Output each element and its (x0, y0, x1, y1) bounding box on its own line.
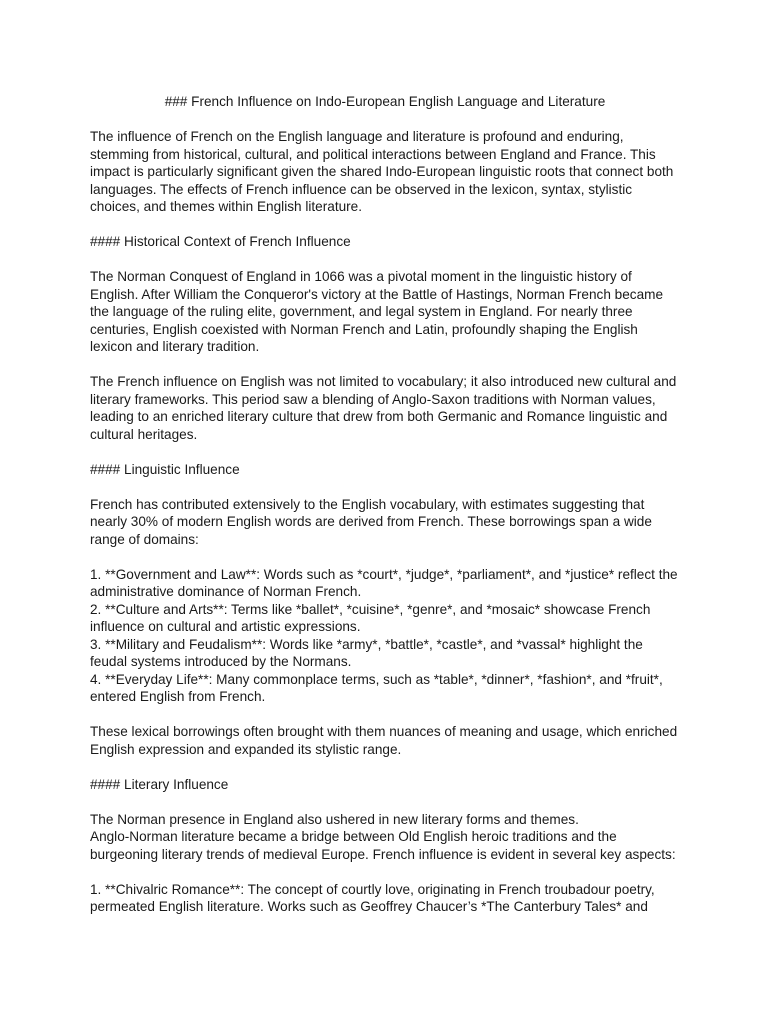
document-body (90, 93, 680, 916)
literary-paragraph-1 (90, 811, 680, 864)
section-heading-linguistic: #### Linguistic Influence (90, 461, 240, 477)
literary-paragraph-1-line-a: The Norman presence in England also ushered in new literary forms and themes. (90, 811, 579, 827)
linguistic-list (90, 566, 680, 706)
list-item: 1. **Government and Law**: Words such as *court*, *judge*, *parliament*, and *justice* reflect the administrative dominance of Norman French. (90, 566, 678, 599)
linguistic-paragraph-2: These lexical borrowings often brought with them nuances of meaning and usage, which enriched English expression and expanded its stylistic range. (90, 724, 678, 757)
literary-paragraph-1-line-b: Anglo-Norman literature became a bridge between Old English heroic traditions and the burgeoning literary trends of medieval Europe. French influence is evident in several key aspects: (90, 829, 676, 862)
list-item: 1. **Chivalric Romance**: The concept of courtly love, originating in French troubadour poetry, permeated English literature. Works such as Geoffrey Chaucer’s *The Canterbury Tales* and (90, 881, 655, 914)
literary-list (90, 881, 680, 916)
list-item: 3. **Military and Feudalism**: Words like *army*, *battle*, *castle*, and *vassal* highlight the feudal systems introduced by the Normans. (90, 636, 643, 669)
historical-paragraph-2: The French influence on English was not limited to vocabulary; it also introduced new cultural and literary frameworks. This period saw a blending of Anglo-Saxon traditions with Norman values, leading to an enriched literary culture that drew from both Germanic and Romance linguistic and cultural heritages. (90, 374, 677, 442)
section-heading-historical: #### Historical Context of French Influence (90, 234, 351, 249)
list-item: 4. **Everyday Life**: Many commonplace terms, such as *table*, *dinner*, *fashion*, and *fruit*, entered English from French. (90, 671, 663, 704)
section-heading-literary: #### Literary Influence (90, 776, 229, 792)
list-item: 2. **Culture and Arts**: Terms like *ballet*, *cuisine*, *genre*, and *mosaic* showcase French influence on cultural and artistic expressions. (90, 601, 651, 634)
historical-paragraph-1: The Norman Conquest of England in 1066 was a pivotal moment in the linguistic history of English. After William the Conqueror's victory at the Battle of Hastings, Norman French became the language of the ruling elite, government, and legal system in England. For nearly three centuries, English coexisted with Norman French and Latin, profoundly shaping the English lexicon and literary tradition. (90, 269, 664, 354)
linguistic-paragraph-1: French has contributed extensively to the English vocabulary, with estimates suggesting that nearly 30% of modern English words are derived from French. These borrowings span a wide range of domains: (90, 496, 652, 547)
document-title: ### French Influence on Indo-European English Language and Literature (164, 94, 606, 109)
intro-paragraph: The influence of French on the English language and literature is profound and enduring, stemming from historical, cultural, and political interactions between England and France. This impact is particularly significant given the shared Indo-European linguistic roots that connect both languages. The effects of French influence can be observed in the lexicon, syntax, stylistic choices, and themes within English literature. (90, 129, 674, 214)
